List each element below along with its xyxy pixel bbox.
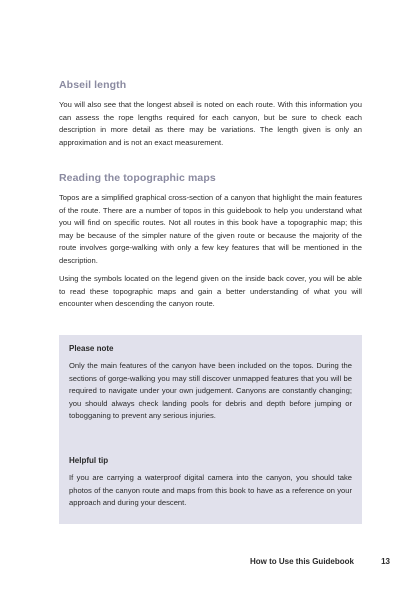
note-box-please-note bbox=[59, 335, 362, 455]
section-heading-reading-topographic-maps: Reading the topographic maps bbox=[59, 172, 216, 184]
tip-box-title: Helpful tip bbox=[69, 456, 109, 465]
paragraph-abseil-length: You will also see that the longest abseil is noted on each route. With this information you can assess the rope lengths required for each canyon, but be sure to check each description in more detail as there may be variations. The length given is only an approximation and is not an exact measurement. bbox=[59, 100, 362, 147]
page-number: 13 bbox=[381, 557, 390, 566]
paragraph-topos-description: Topos are a simplified graphical cross-section of a canyon that highlight the main features of the route. There are a number of topos in this guidebook to help you understand what you will find on specific routes. Not all routes in this book have a topographic map; this may be because of the simpler nature of the given route or because the majority of the route involves gorge-walking with only a few key features that will be mentioned in the description. bbox=[59, 193, 362, 265]
tip-box-text: If you are carrying a waterproof digital camera into the canyon, you should take photos of the canyon route and maps from this book to have as a reference on your approach and during your descent. bbox=[69, 473, 352, 508]
tip-box-helpful-tip bbox=[59, 447, 362, 524]
note-box-title: Please note bbox=[69, 344, 114, 353]
running-footer-title: How to Use this Guidebook bbox=[249, 557, 354, 566]
note-box-text: Only the main features of the canyon have been included on the topos. During the sections of gorge-walking you may still discover unmapped features that you will be required to navigate under your own judgement. Canyons are constantly changing; you should always check landing pools for debris and depth before jumping or tobogganing to prevent any serious injuries. bbox=[69, 361, 352, 421]
paragraph-using-symbols: Using the symbols located on the legend given on the inside back cover, you will be able to read these topographic maps and gain a better understanding of what you will encounter when descending the canyon route. bbox=[59, 274, 362, 309]
section-heading-abseil-length: Abseil length bbox=[59, 79, 127, 91]
